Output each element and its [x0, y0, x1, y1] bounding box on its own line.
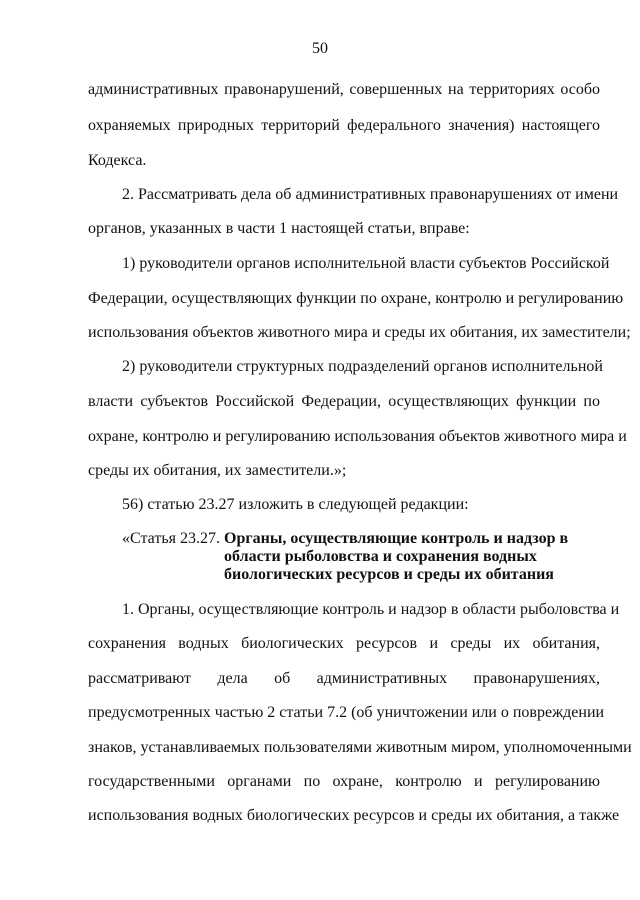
text-line-16: рассматривают дела об административных правонарушениях,	[88, 670, 600, 687]
text-line-7: Федерации, осуществляющих функции по охране, контролю и регулированию	[88, 290, 624, 307]
text-line-4: 2. Рассматривать дела об административных правонарушениях от имени	[122, 186, 619, 203]
text-line-17: предусмотренных частью 2 статьи 7.2 (об уничтожении или о повреждении	[88, 704, 605, 721]
text-line-6: 1) руководители органов исполнительной власти субъектов Российской	[122, 255, 610, 272]
text-line-10: власти субъектов Российской Федерации, осуществляющих функции по	[88, 393, 600, 410]
article-title-line-2: области рыболовства и сохранения водных	[224, 548, 537, 565]
text-line-8: использования объектов животного мира и среды их обитания, их заместители;	[88, 324, 631, 341]
page-number: 50	[312, 40, 328, 57]
text-line-13: 56) статью 23.27 изложить в следующей редакции:	[122, 496, 469, 513]
text-line-2: охраняемых природных территорий федерального значения) настоящего	[88, 117, 600, 134]
text-line-12: среды их обитания, их заместители.»;	[88, 462, 347, 479]
article-label: «Статья 23.27.	[122, 530, 220, 547]
text-line-5: органов, указанных в части 1 настоящей статьи, вправе:	[88, 220, 470, 237]
text-line-3: Кодекса.	[88, 152, 147, 169]
text-line-9: 2) руководители структурных подразделений органов исполнительной	[122, 358, 603, 375]
text-line-18: знаков, устанавливаемых пользователями животным миром, уполномоченными	[88, 739, 632, 756]
text-line-15: сохранения водных биологических ресурсов и среды их обитания,	[88, 635, 600, 652]
text-line-19: государственными органами по охране, контролю и регулированию	[88, 773, 600, 790]
text-line-1: административных правонарушений, совершенных на территориях особо	[88, 81, 600, 98]
article-title-line-3: биологических ресурсов и среды их обитания	[224, 566, 554, 583]
article-title-line-1: Органы, осуществляющие контроль и надзор в	[224, 530, 569, 547]
text-line-14: 1. Органы, осуществляющие контроль и надзор в области рыболовства и	[122, 601, 620, 618]
text-line-20: использования водных биологических ресурсов и среды их обитания, а также	[88, 807, 620, 824]
text-line-11: охране, контролю и регулированию использования объектов животного мира и	[88, 428, 627, 445]
